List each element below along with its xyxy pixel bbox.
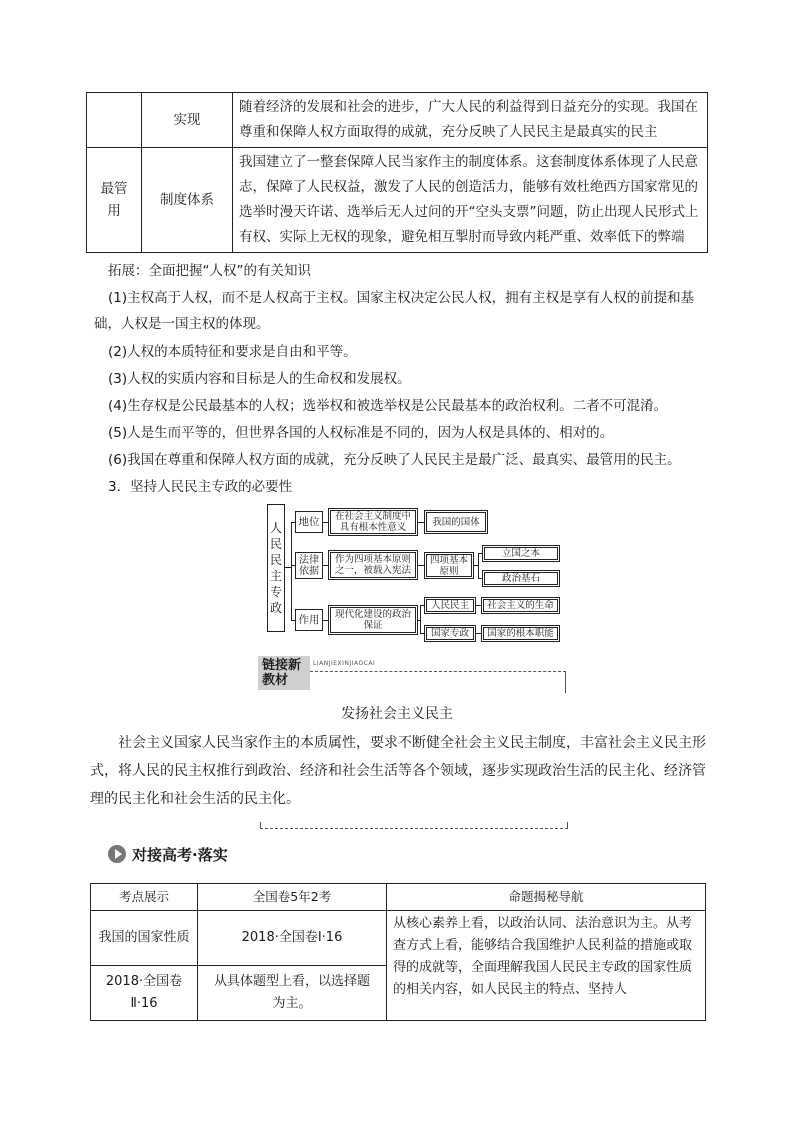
table-cell-description: 随着经济的发展和社会的进步，广大人民的利益得到日益充分的实现。我国在尊重和保障人权方面取得的成就，充分反映了人民民主是最真实的民主: [233, 93, 708, 148]
exam-year-cell: 2018·全国卷Ⅱ·16: [91, 966, 198, 1021]
diagram-state-dictatorship: 国家专政: [424, 625, 476, 642]
new-material-body: 社会主义国家人民当家作主的本质属性，要求不断健全社会主义民主制度，丰富社会主义民主形式，将人民的民主权推行到政治、经济和社会生活等各个领域，逐步实现政治生活的民主化、经济管理的民主化和社会生活的民主化。: [90, 735, 706, 807]
diagram-four-principles: 四项基本原则: [424, 552, 474, 579]
table-cell-heading: 最管用: [87, 148, 142, 253]
extension-item-3: (3)人权的实质内容和目标是人的生命权和发展权。: [108, 371, 411, 387]
link-banner-pinyin: LIANJIEXINJIAOCAI: [313, 660, 376, 667]
diagram-leaf-foundation: 立国之本: [482, 545, 560, 562]
header-navigation: 命题揭秘导航: [387, 884, 706, 911]
diagram-legal-basis-desc: 作为四项基本原则之一，被载入宪法: [328, 550, 418, 580]
diagram-function-desc: 现代化建设的政治保证: [328, 605, 418, 635]
top-table: [86, 92, 708, 253]
diagram-root: 人民民主专政: [267, 504, 285, 632]
table-row: [91, 911, 706, 966]
new-material-title: 发扬社会主义民主: [341, 706, 453, 722]
table-row: [91, 884, 706, 911]
extension-item-5: (5)人是生而平等的，但世界各国的人权标准是不同的，因为人权是具体的、相对的。: [108, 425, 614, 441]
question-type-cell: 从具体题型上看，以选择题为主。: [198, 966, 387, 1021]
extension-item-2: (2)人权的本质特征和要求是自由和平等。: [108, 344, 357, 360]
extension-item-4: (4)生存权是公民最基本的人权；选举权和被选举权是公民最基本的政治权利。二者不可混淆。: [108, 398, 668, 414]
header-topic: 考点展示: [91, 884, 198, 911]
link-new-material-banner: 链接新教材: [258, 656, 310, 690]
diagram-branch-status-desc: 在社会主义制度中具有根本性意义: [328, 508, 418, 536]
table-row: [87, 93, 708, 148]
table-row: [87, 148, 708, 253]
diagram-leaf-cornerstone: 政治基石: [482, 570, 560, 587]
play-circle-icon: [108, 845, 126, 863]
exam-table: [90, 883, 706, 1021]
section-divider: [260, 822, 568, 829]
table-cell-category: 实现: [142, 93, 233, 148]
navigation-cell: 从核心素养上看，以政治认同、法治意识为主。从考查方式上看，能够结合我国维护人民利益的措施或取得的成就等，全面理解我国人民民主专政的国家性质的相关内容，如人民民主的特点、坚持人: [387, 911, 706, 1021]
table-cell-description: 我国建立了一整套保障人民当家作主的制度体系。这套制度体系体现了人民意志，保障了人民权益，激发了人民的创造活力，能够有效杜绝西方国家常见的选举时漫天许诺、选举后无人过问的开“空头支票”问题，防止出现人民形式上有权、实际上无权的现象，避免相互掣肘而导致内耗严重、效率低下的弊端: [233, 148, 708, 253]
diagram-leaf-function: 国家的根本职能: [481, 625, 560, 642]
banner-divider-right: [565, 671, 566, 693]
diagram-leaf-life: 社会主义的生命: [481, 597, 560, 614]
exam-section-title: 对接高考·落实: [132, 846, 228, 864]
diagram-state-system: 我国的国体: [424, 510, 488, 534]
topic-cell: 我国的国家性质: [91, 911, 198, 966]
section-3-title: 3．坚持人民民主专政的必要性: [108, 479, 293, 495]
diagram-peoples-democracy: 人民民主: [424, 597, 476, 614]
extension-item-1: (1)主权高于人权，而不是人权高于主权。国家主权决定公民人权，拥有主权是享有人权的前提和基础，人权是一国主权的体现。: [94, 290, 695, 332]
extension-item-6: (6)我国在尊重和保障人权方面的成就，充分反映了人民民主是最广泛、最真实、最管用的民主。: [108, 452, 681, 468]
banner-divider: [310, 671, 566, 673]
header-exam-count: 全国卷5年2考: [198, 884, 387, 911]
exam-year-cell: 2018·全国卷Ⅰ·16: [198, 911, 387, 966]
extension-title: 拓展：全面把握“人权”的有关知识: [108, 263, 311, 279]
table-cell-empty: [87, 93, 142, 148]
table-cell-category: 制度体系: [142, 148, 233, 253]
diagram-branch-legal-basis: 法律依据: [295, 552, 323, 579]
diagram-branch-status: 地位: [295, 511, 323, 533]
diagram-branch-function: 作用: [295, 609, 323, 631]
